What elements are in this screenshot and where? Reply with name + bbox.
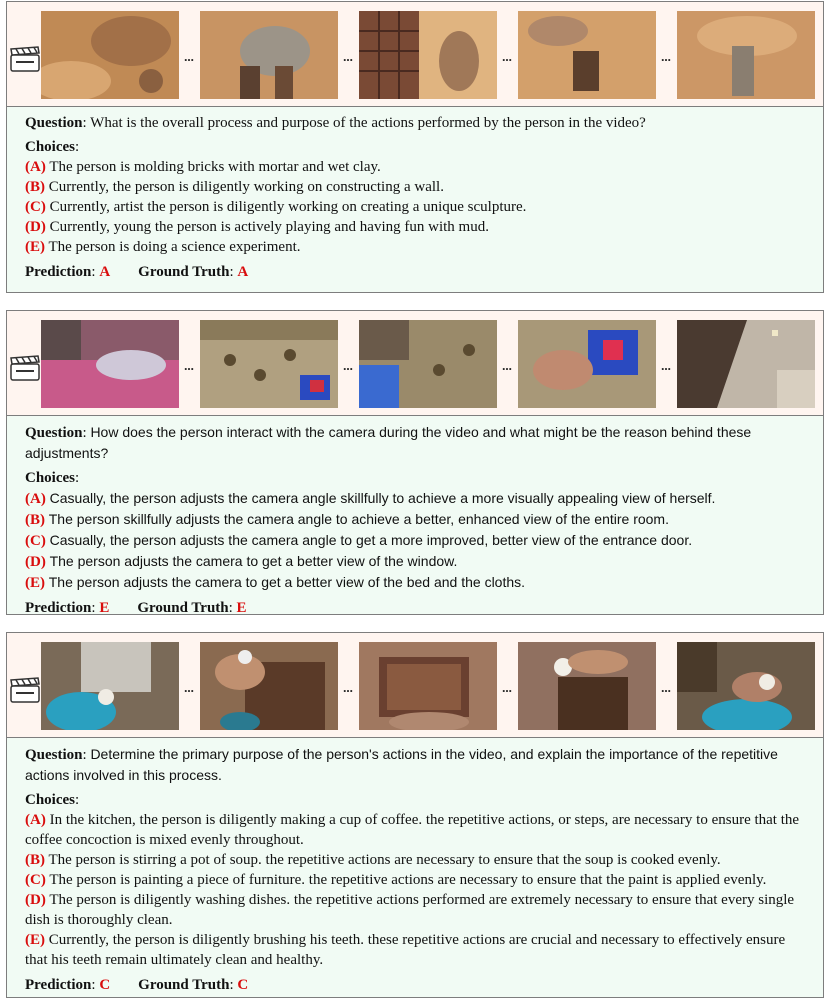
choice-letter: (B) — [25, 512, 45, 528]
clapperboard-icon — [10, 355, 40, 381]
choice-option — [25, 157, 805, 177]
ellipsis: ... — [184, 680, 194, 695]
choice-letter: (E) — [25, 575, 45, 591]
ellipsis: ... — [184, 358, 194, 373]
choice-letter: (E) — [25, 932, 45, 948]
choice-text: The person is diligently washing dishes. the repetitive actions performed are extremely necessary to ensure that every single dish is thoroughly clean. — [25, 892, 795, 928]
choice-text: Casually, the person adjusts the camera angle to get a more improved, better view of the entrance door. — [49, 532, 693, 548]
choice-option — [25, 197, 805, 217]
ellipsis: ... — [184, 49, 194, 64]
ellipsis: ... — [502, 680, 512, 695]
example-card-2: ... ... ... ... Question: How does the person interact with the camera during the video and what might be the reason behind these adjustments? Choices: (A) Casually, the person adjusts the camera angle skillfully to achieve a more visually appealing view of herself. (B) The person skillfully adjusts the camera angle to achieve a better, enhanced view of the entire room. (C) Casually, the person adjusts the camera angle to get a more improved, better view of the entrance door. (D) The person adjusts the camera to get a better view of the window. (E) The person adjusts the camera to get a better view of the bed and the cloths. Prediction: E Ground Truth: E — [6, 310, 824, 615]
choice-option — [25, 488, 805, 509]
question-text: Determine the primary purpose of the person's actions in the video, and explain the importance of the repetitive actions involved in this process. — [25, 746, 778, 783]
ground-truth-label: Ground Truth — [137, 600, 229, 616]
choice-text: The person is molding bricks with mortar and wet clay. — [49, 159, 381, 175]
video-frame-4 — [518, 320, 656, 408]
video-frame-1 — [41, 320, 179, 408]
prediction-value: A — [99, 264, 111, 280]
prediction-label: Prediction — [25, 600, 92, 616]
video-frame-strip — [7, 2, 823, 107]
question-label: Question — [25, 425, 83, 441]
choice-option — [25, 930, 805, 970]
video-frame-5 — [677, 642, 815, 730]
ellipsis: ... — [661, 49, 671, 64]
choice-option — [25, 850, 805, 870]
choice-letter: (E) — [25, 239, 45, 255]
choices-label: Choices — [25, 470, 75, 486]
choice-text: Currently, artist the person is diligently working on creating a unique sculpture. — [49, 199, 527, 215]
choice-option — [25, 890, 805, 930]
choice-letter: (A) — [25, 812, 46, 828]
ellipsis: ... — [343, 49, 353, 64]
question-label: Question — [25, 115, 83, 131]
video-frame-3 — [359, 642, 497, 730]
choice-text: The person is doing a science experiment. — [48, 239, 301, 255]
choices-label: Choices — [25, 792, 75, 808]
choices-label: Choices — [25, 139, 75, 155]
choice-option — [25, 237, 805, 257]
choice-text: The person is stirring a pot of soup. the repetitive actions are necessary to ensure that the soup is cooked evenly. — [48, 852, 721, 868]
choice-text: Casually, the person adjusts the camera angle skillfully to achieve a more visually appealing view of herself. — [49, 490, 716, 506]
choice-letter: (D) — [25, 892, 46, 908]
choice-option — [25, 177, 805, 197]
ground-truth-label: Ground Truth — [138, 264, 230, 280]
choice-option — [25, 217, 805, 237]
choice-text: Currently, the person is diligently working on constructing a wall. — [48, 179, 444, 195]
choice-option — [25, 810, 805, 850]
video-frame-4 — [518, 642, 656, 730]
choice-letter: (A) — [25, 491, 46, 507]
choice-option — [25, 870, 805, 890]
video-frame-5 — [677, 320, 815, 408]
question-label: Question — [25, 747, 83, 763]
ellipsis: ... — [343, 680, 353, 695]
choice-letter: (D) — [25, 219, 46, 235]
video-frame-1 — [41, 11, 179, 99]
choice-letter: (C) — [25, 872, 46, 888]
video-frame-2 — [200, 642, 338, 730]
choice-option — [25, 530, 805, 551]
choice-text: Currently, the person is diligently brushing his teeth. these repetitive actions are crucial and necessary to effectively ensure that his teeth remain ultimately clean and healthy. — [25, 932, 786, 968]
clapperboard-icon — [10, 677, 40, 703]
example-card-1: ... ... ... ... Question: What is the overall process and purpose of the actions performed by the person in the video? Choices: (A) The person is molding bricks with mortar and wet clay. (B) Currently, the person is diligently working on constructing a wall. (C) Currently, artist the person is diligently working on creating a unique sculpture. (D) Currently, young the person is actively playing and having fun with mud. (E) The person is doing a science experiment. Prediction: A Ground Truth: A — [6, 1, 824, 293]
video-frame-strip — [7, 311, 823, 416]
choice-letter: (D) — [25, 554, 46, 570]
prediction-label: Prediction — [25, 264, 92, 280]
question-text: What is the overall process and purpose of the actions performed by the person in the video? — [90, 115, 646, 131]
video-frame-3 — [359, 320, 497, 408]
choice-letter: (A) — [25, 159, 46, 175]
choice-option — [25, 572, 805, 593]
choice-option — [25, 509, 805, 530]
ground-truth-label: Ground Truth — [138, 977, 230, 993]
choice-text: The person adjusts the camera to get a better view of the bed and the cloths. — [48, 574, 526, 590]
ellipsis: ... — [343, 358, 353, 373]
choice-text: The person is painting a piece of furniture. the repetitive actions are necessary to ensure that the paint is applied evenly. — [49, 872, 767, 888]
clapperboard-icon — [10, 46, 40, 72]
video-frame-1 — [41, 642, 179, 730]
video-frame-4 — [518, 11, 656, 99]
prediction-row: Prediction: E Ground Truth: E — [25, 600, 247, 616]
prediction-value: C — [99, 977, 111, 993]
example-card-3: ... ... ... ... Question: Determine the primary purpose of the person's actions in the video, and explain the importance of the repetitive actions involved in this process. Choices: (A) In the kitchen, the person is diligently making a cup of coffee. the repetitive actions, or steps, are necessary to ensure that the coffee concoction is mixed evenly throughout. (B) The person is stirring a pot of soup. the repetitive actions are necessary to ensure that the soup is cooked evenly. (C) The person is painting a piece of furniture. the repetitive actions are necessary to ensure that the paint is applied evenly. (D) The person is diligently washing dishes. the repetitive actions performed are extremely necessary to ensure that every single dish is thoroughly clean. (E) Currently, the person is diligently brushing his teeth. these repetitive actions are crucial and necessary to effectively ensure that his teeth remain ultimately clean and healthy. Prediction: C Ground Truth: C — [6, 632, 824, 998]
prediction-label: Prediction — [25, 977, 92, 993]
choice-option — [25, 551, 805, 572]
question-text: How does the person interact with the camera during the video and what might be the reason behind these adjustments? — [25, 424, 752, 461]
choice-text: The person skillfully adjusts the camera angle to achieve a better, enhanced view of the entire room. — [48, 511, 669, 527]
video-frame-2 — [200, 11, 338, 99]
ground-truth-value: A — [237, 264, 249, 280]
ellipsis: ... — [502, 49, 512, 64]
video-frame-2 — [200, 320, 338, 408]
choice-letter: (B) — [25, 179, 45, 195]
ellipsis: ... — [661, 680, 671, 695]
choice-text: Currently, young the person is actively playing and having fun with mud. — [49, 219, 489, 235]
choice-text: In the kitchen, the person is diligently making a cup of coffee. the repetitive actions, or steps, are necessary to ensure that the coffee concoction is mixed evenly throughout. — [25, 812, 800, 848]
choice-letter: (C) — [25, 199, 46, 215]
video-frame-3 — [359, 11, 497, 99]
video-frame-strip — [7, 633, 823, 738]
prediction-row: Prediction: C Ground Truth: C — [25, 977, 249, 993]
prediction-value: E — [99, 600, 110, 616]
video-frame-5 — [677, 11, 815, 99]
prediction-row: Prediction: A Ground Truth: A — [25, 264, 249, 280]
ground-truth-value: C — [237, 977, 249, 993]
ellipsis: ... — [661, 358, 671, 373]
choice-letter: (C) — [25, 533, 46, 549]
choice-text: The person adjusts the camera to get a better view of the window. — [49, 553, 458, 569]
choice-letter: (B) — [25, 852, 45, 868]
ellipsis: ... — [502, 358, 512, 373]
ground-truth-value: E — [236, 600, 247, 616]
